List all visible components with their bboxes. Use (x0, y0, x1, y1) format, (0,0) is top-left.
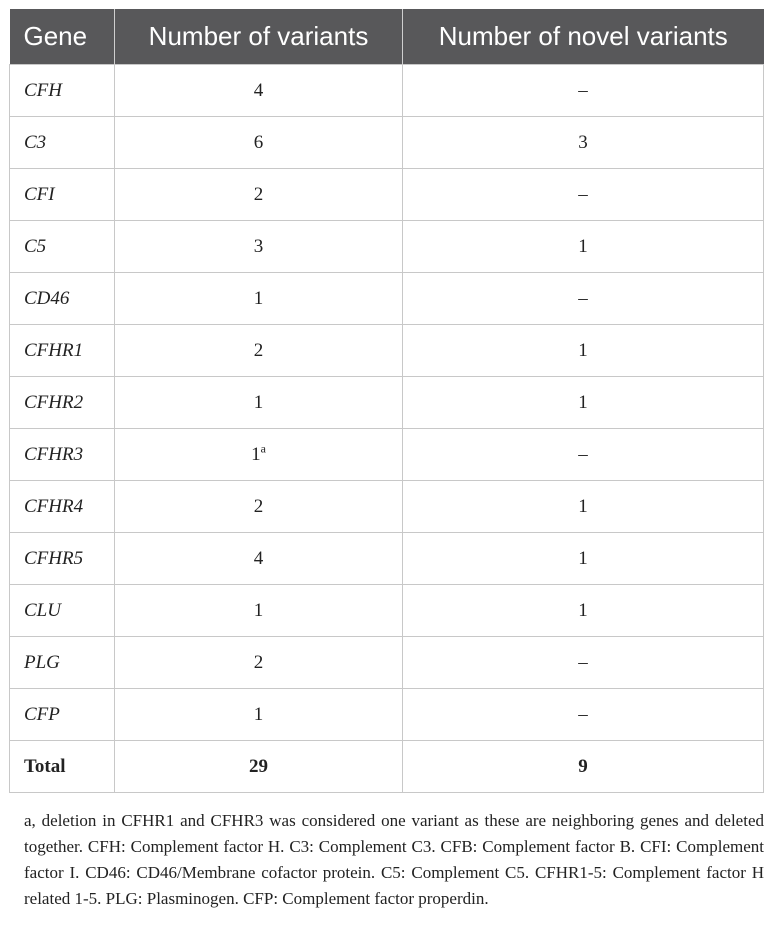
table-row (10, 585, 764, 637)
variants-value: 1 (253, 703, 264, 725)
table-row (10, 689, 764, 741)
gene-cell: C5 (10, 221, 115, 273)
table-footnote: a, deletion in CFHR1 and CFHR3 was considered one variant as these are neighboring genes and deleted together. CFH: Complement factor H. C3: Complement C3. CFB: Complement factor B. CFI: Complement factor I. CD46: CD46/Membrane cofactor protein. C5: Complement C5. CFHR1-5: Complement factor H related 1-5. PLG: Plasminogen. CFP: Complement factor properdin. (24, 811, 764, 908)
variants-value: 2 (253, 651, 264, 673)
variants-cell (115, 169, 403, 221)
gene-cell: CFHR1 (10, 325, 115, 377)
novel-variants-cell: 1 (403, 325, 764, 377)
table-row (10, 221, 764, 273)
gene-cell: CFHR2 (10, 377, 115, 429)
gene-cell: CFI (10, 169, 115, 221)
variants-value: 2 (253, 183, 264, 205)
variants-value: 3 (253, 235, 264, 257)
novel-variants-cell: – (403, 65, 764, 117)
table-row (10, 65, 764, 117)
gene-cell: CFHR5 (10, 533, 115, 585)
gene-cell: CFH (10, 65, 115, 117)
variants-cell (115, 637, 403, 689)
table-body (10, 65, 764, 793)
header-number-of-novel-variants: Number of novel variants (403, 9, 764, 65)
novel-variants-cell: 1 (403, 377, 764, 429)
variants-value: 4 (253, 79, 264, 101)
variants-value: 1 (253, 287, 264, 309)
novel-variants-cell: – (403, 689, 764, 741)
variants-value: 1 (253, 391, 264, 413)
variants-cell (115, 221, 403, 273)
gene-cell: C3 (10, 117, 115, 169)
table-row (10, 637, 764, 689)
novel-variants-cell: 1 (403, 585, 764, 637)
header-gene: Gene (10, 9, 115, 65)
variants-value: 1 (253, 599, 264, 621)
total-novel: 9 (403, 741, 764, 793)
table-row (10, 377, 764, 429)
footnote-marker: a (260, 441, 266, 456)
variants-value: 4 (253, 547, 264, 569)
table-row (10, 169, 764, 221)
novel-variants-cell: – (403, 637, 764, 689)
gene-cell: CFHR3 (10, 429, 115, 481)
novel-variants-cell: 1 (403, 533, 764, 585)
novel-variants-cell: 1 (403, 221, 764, 273)
gene-cell: CFHR4 (10, 481, 115, 533)
variants-value: 6 (253, 131, 264, 153)
variants-cell (115, 585, 403, 637)
novel-variants-cell: – (403, 169, 764, 221)
gene-cell: CD46 (10, 273, 115, 325)
variants-value: 2 (253, 495, 264, 517)
table-row (10, 533, 764, 585)
novel-variants-cell: – (403, 273, 764, 325)
gene-cell: PLG (10, 637, 115, 689)
variants-cell (115, 377, 403, 429)
variants-cell (115, 429, 403, 481)
novel-variants-cell: 1 (403, 481, 764, 533)
novel-variants-cell: 3 (403, 117, 764, 169)
table-row (10, 273, 764, 325)
table-row (10, 481, 764, 533)
table-row (10, 429, 764, 481)
table-row (10, 325, 764, 377)
table-total-row (10, 741, 764, 793)
variants-value: 2 (253, 339, 264, 361)
header-number-of-variants: Number of variants (115, 9, 403, 65)
variants-cell (115, 689, 403, 741)
variants-table (9, 9, 764, 793)
table-row (10, 117, 764, 169)
variants-cell (115, 65, 403, 117)
variants-cell (115, 481, 403, 533)
variants-cell (115, 117, 403, 169)
variants-cell (115, 533, 403, 585)
table-header-row (10, 9, 764, 65)
variants-value: 1 (251, 443, 261, 465)
gene-cell: CFP (10, 689, 115, 741)
total-label: Total (10, 741, 115, 793)
gene-cell: CLU (10, 585, 115, 637)
variants-cell (115, 325, 403, 377)
variants-cell (115, 273, 403, 325)
total-variants: 29 (115, 741, 403, 793)
novel-variants-cell: – (403, 429, 764, 481)
